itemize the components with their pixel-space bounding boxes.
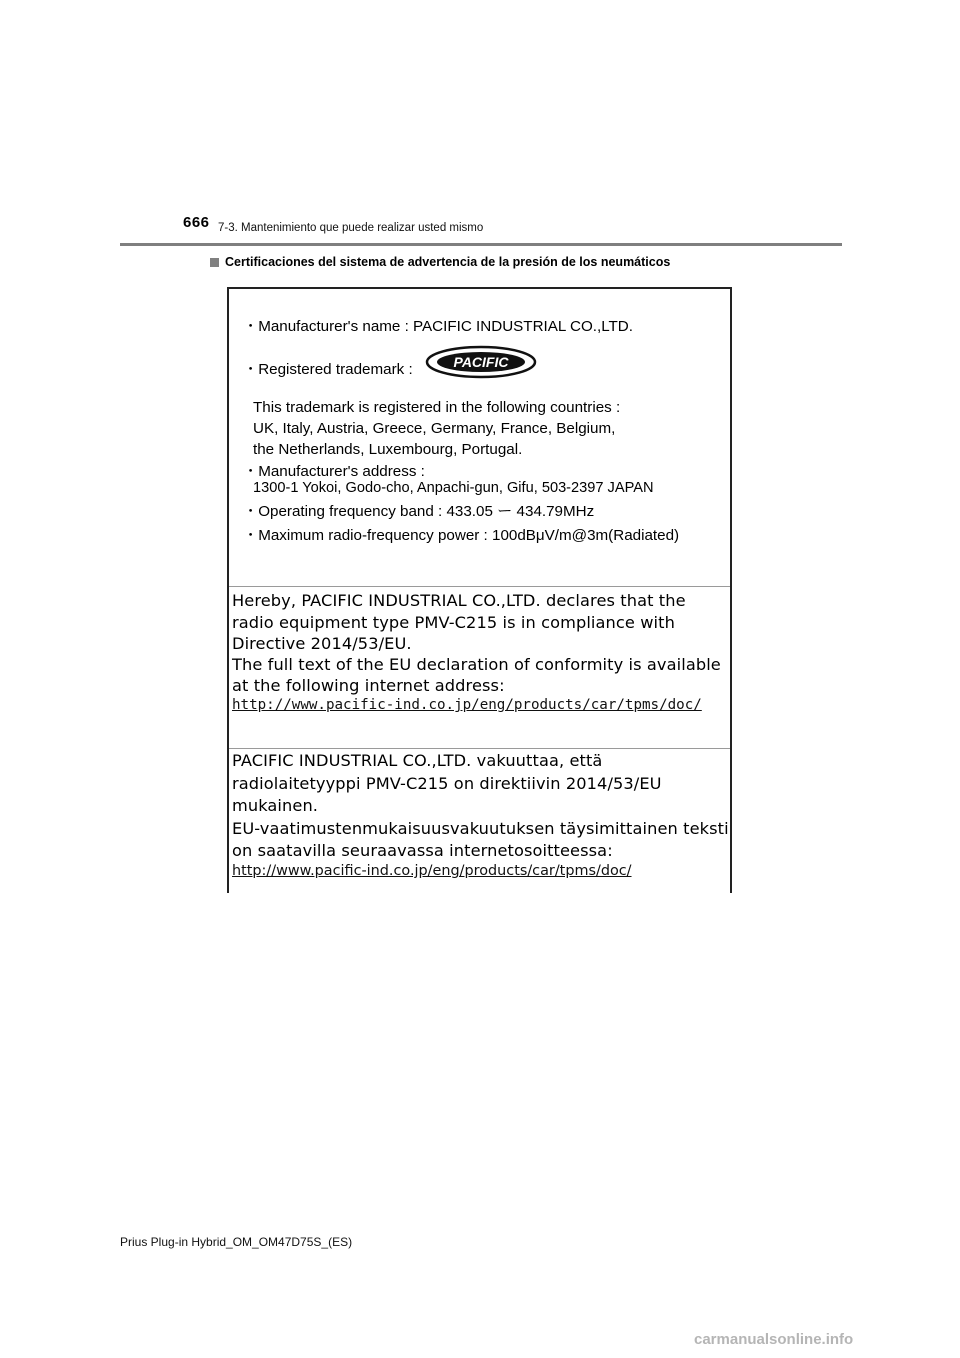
declaration-en-line-4: The full text of the EU declaration of conformity is available bbox=[232, 655, 721, 674]
manufacturer-address: 1300-1 Yokoi, Godo-cho, Anpachi-gun, Gifu, 503-2397 JAPAN bbox=[253, 480, 654, 496]
section-divider-1 bbox=[229, 586, 730, 587]
declaration-en-url[interactable]: http://www.pacific-ind.co.jp/eng/products/car/tpms/doc/ bbox=[232, 697, 702, 713]
page-number: 666 bbox=[183, 214, 210, 231]
certificate-box bbox=[227, 287, 732, 893]
declaration-en-line-3: Directive 2014/53/EU. bbox=[232, 634, 412, 653]
logo-text: PACIFIC bbox=[453, 354, 509, 370]
declaration-fi-line-3: mukainen. bbox=[232, 796, 319, 815]
declaration-fi-line-1: PACIFIC INDUSTRIAL CO.,LTD. vakuuttaa, että bbox=[232, 751, 603, 770]
declaration-en-line-5: at the following internet address: bbox=[232, 676, 505, 695]
manufacturer-name: ・Manufacturer's name : PACIFIC INDUSTRIAL CO.,LTD. bbox=[243, 318, 633, 335]
section-divider-2 bbox=[229, 748, 730, 749]
section-heading-text: Certificaciones del sistema de advertencia de la presión de los neumáticos bbox=[225, 255, 671, 269]
watermark: carmanualsonline.info bbox=[694, 1331, 854, 1348]
section-heading bbox=[210, 255, 670, 269]
registered-trademark-label: ・Registered trademark : bbox=[243, 361, 413, 378]
declaration-fi-line-2: radiolaitetyyppi PMV-C215 on direktiivin 2014/53/EU bbox=[232, 774, 662, 793]
countries-line-2: the Netherlands, Luxembourg, Portugal. bbox=[253, 441, 523, 458]
declaration-fi-line-5: on saatavilla seuraavassa internetosoitteessa: bbox=[232, 841, 613, 860]
pacific-logo-icon bbox=[425, 345, 537, 379]
declaration-fi-url[interactable]: http://www.pacific-ind.co.jp/eng/products/car/tpms/doc/ bbox=[232, 863, 632, 879]
chapter-title: 7-3. Mantenimiento que puede realizar usted mismo bbox=[218, 222, 484, 234]
declaration-en-line-1: Hereby, PACIFIC INDUSTRIAL CO.,LTD. declares that the bbox=[232, 591, 686, 610]
header-divider bbox=[120, 243, 842, 246]
footer-manual-id: Prius Plug-in Hybrid_OM_OM47D75S_(ES) bbox=[120, 1235, 353, 1249]
manufacturer-info-section bbox=[229, 289, 730, 586]
square-bullet-icon bbox=[210, 258, 219, 267]
declaration-fi-line-4: EU-vaatimustenmukaisuusvakuutuksen täysimittainen teksti bbox=[232, 819, 729, 838]
countries-line-1: UK, Italy, Austria, Greece, Germany, France, Belgium, bbox=[253, 420, 616, 437]
operating-frequency-band: ・Operating frequency band : 433.05 ー 434.79MHz bbox=[243, 503, 595, 520]
max-radio-frequency-power: ・Maximum radio-frequency power : 100dBμV/m@3m(Radiated) bbox=[243, 527, 680, 544]
trademark-countries-intro: This trademark is registered in the following countries : bbox=[253, 399, 621, 416]
declaration-en-line-2: radio equipment type PMV-C215 is in compliance with bbox=[232, 613, 675, 632]
manufacturer-address-label: ・Manufacturer's address : bbox=[243, 463, 425, 480]
